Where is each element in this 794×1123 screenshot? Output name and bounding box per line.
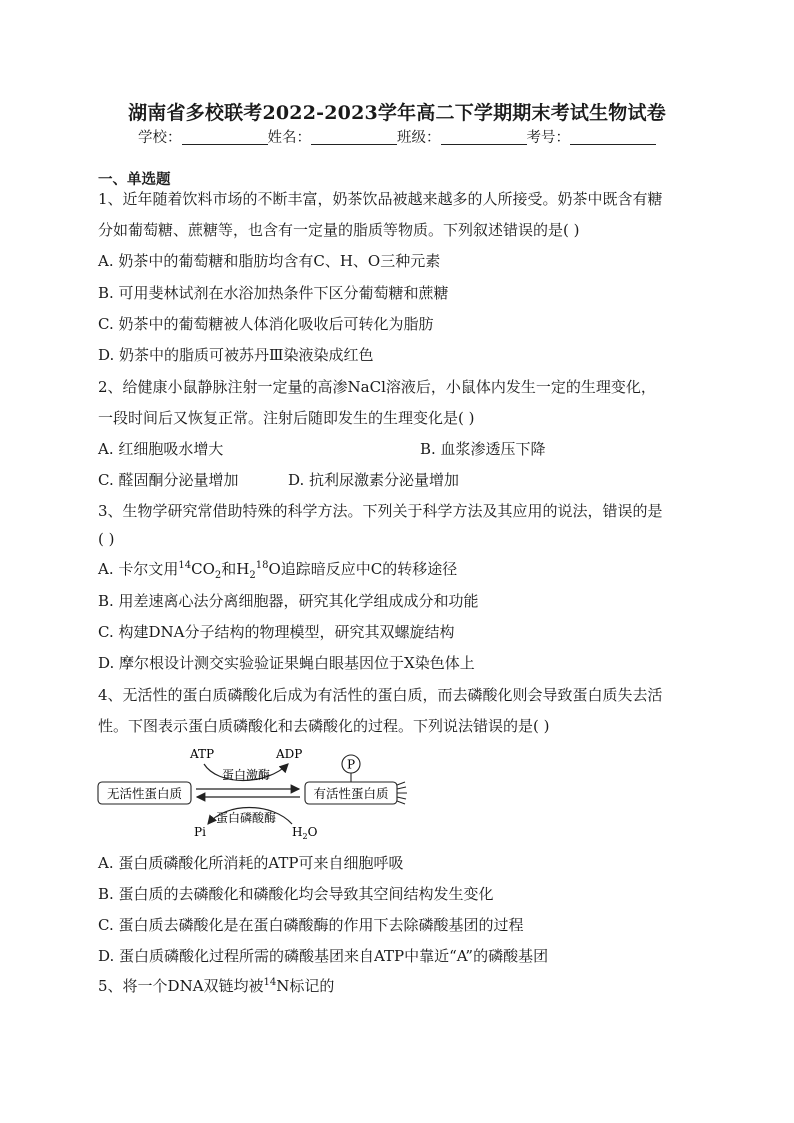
inactive-protein-label: 无活性蛋白质: [106, 786, 183, 801]
q2-option-d: D. 抗利尿激素分泌量增加: [288, 471, 460, 489]
q1-option-b: B. 可用斐林试剂在水浴加热条件下区分葡萄糖和蔗糖: [98, 284, 449, 302]
atp-label: ATP: [190, 747, 215, 761]
school-label: 学校：: [138, 130, 182, 146]
q2-stem-line1: 2、给健康小鼠静脉注射一定量的高渗NaCl溶液后，小鼠体内发生一定的生理变化，: [98, 378, 656, 396]
phosphate-label: P: [346, 757, 356, 772]
q4-option-a: A. 蛋白质磷酸化所消耗的ATP可来自细胞呼吸: [98, 854, 404, 872]
h2o-h: H: [292, 825, 303, 839]
q5-pre: 5、将一个DNA双链均被: [98, 977, 264, 995]
exam-no-blank[interactable]: [570, 128, 656, 145]
phosphatase-label: 蛋白磷酸酶: [216, 811, 277, 825]
q3-option-a: [98, 558, 457, 581]
adp-label: ADP: [276, 747, 303, 761]
q5-sup: 14: [263, 977, 277, 988]
school-blank[interactable]: [182, 128, 268, 145]
q1-option-a: A. 奶茶中的葡萄糖和脂肪均含有C、H、O三种元素: [98, 252, 441, 270]
q3-a-and: 和H: [221, 560, 250, 578]
section-title: 一、单选题: [98, 171, 171, 188]
h2o-label: [292, 825, 318, 841]
class-blank[interactable]: [441, 128, 527, 145]
q3-option-b: B. 用差速离心法分离细胞器，研究其化学组成成分和功能: [98, 592, 479, 610]
q3-a-sup2: 18: [255, 560, 269, 571]
q2-option-b: B. 血浆渗透压下降: [420, 440, 546, 458]
q4-stem-line2: 性。下图表示蛋白质磷酸化和去磷酸化的过程。下列说法错误的是( ): [98, 717, 550, 735]
h2o-o: O: [307, 825, 318, 839]
name-blank[interactable]: [311, 128, 397, 145]
phosphorylation-diagram: [96, 742, 416, 842]
q3-a-sub2: 2: [249, 570, 256, 581]
q4-option-d: D. 蛋白质磷酸化过程所需的磷酸基团来自ATP中靠近“A”的磷酸基团: [98, 947, 549, 965]
q3-a-pre: A. 卡尔文用: [98, 560, 179, 578]
q1-option-c: C. 奶茶中的葡萄糖被人体消化吸收后可转化为脂肪: [98, 315, 434, 333]
pi-label: Pi: [194, 825, 206, 839]
student-info-line: [0, 126, 794, 147]
q2-stem-line2: 一段时间后又恢复正常。注射后随即发生的生理变化是( ): [98, 409, 475, 427]
q3-option-c: C. 构建DNA分子结构的物理模型，研究其双螺旋结构: [98, 623, 455, 641]
page-title: 湖南省多校联考2022-2023学年高二下学期期末考试生物试卷: [128, 102, 666, 124]
h2o-sub: 2: [302, 832, 308, 841]
exam-no-label: 考号：: [526, 130, 570, 146]
q5-post: N标记的: [276, 977, 335, 995]
q3-a-sup1: 14: [178, 560, 192, 571]
q4-option-c: C. 蛋白质去磷酸化是在蛋白磷酸酶的作用下去除磷酸基团的过程: [98, 916, 524, 934]
active-protein-label: 有活性蛋白质: [313, 786, 389, 801]
q1-stem-line2: 分如葡萄糖、蔗糖等，也含有一定量的脂质等物质。下列叙述错误的是( ): [98, 221, 580, 239]
q1-stem-line1: 1、近年随着饮料市场的不断丰富，奶茶饮品被越来越多的人所接受。奶茶中既含有糖: [98, 190, 663, 208]
class-label: 班级：: [397, 130, 441, 146]
q3-a-sub1: 2: [214, 570, 222, 581]
q3-stem-line2: ( ): [98, 530, 115, 548]
q3-option-d: D. 摩尔根设计测交实验验证果蝇白眼基因位于X染色体上: [98, 654, 475, 672]
q2-option-a: A. 红细胞吸水增大: [98, 440, 224, 458]
q3-stem-line1: 3、生物学研究常借助特殊的科学方法。下列关于科学方法及其应用的说法，错误的是: [98, 502, 663, 520]
q1-option-d: D. 奶茶中的脂质可被苏丹Ⅲ染液染成红色: [98, 346, 374, 364]
q2-option-c: C. 醛固酮分泌量增加: [98, 471, 239, 489]
q4-option-b: B. 蛋白质的去磷酸化和磷酸化均会导致其空间结构发生变化: [98, 885, 494, 903]
kinase-label: 蛋白激酶: [222, 768, 271, 782]
q5-stem-line1: [98, 975, 334, 996]
name-label: 姓名：: [267, 130, 311, 146]
q3-a-co: CO: [191, 560, 215, 578]
q3-a-post: O追踪暗反应中C的转移途径: [268, 560, 458, 578]
q4-stem-line1: 4、无活性的蛋白质磷酸化后成为有活性的蛋白质，而去磷酸化则会导致蛋白质失去活: [98, 686, 663, 704]
active-site-fringe: [397, 782, 407, 804]
